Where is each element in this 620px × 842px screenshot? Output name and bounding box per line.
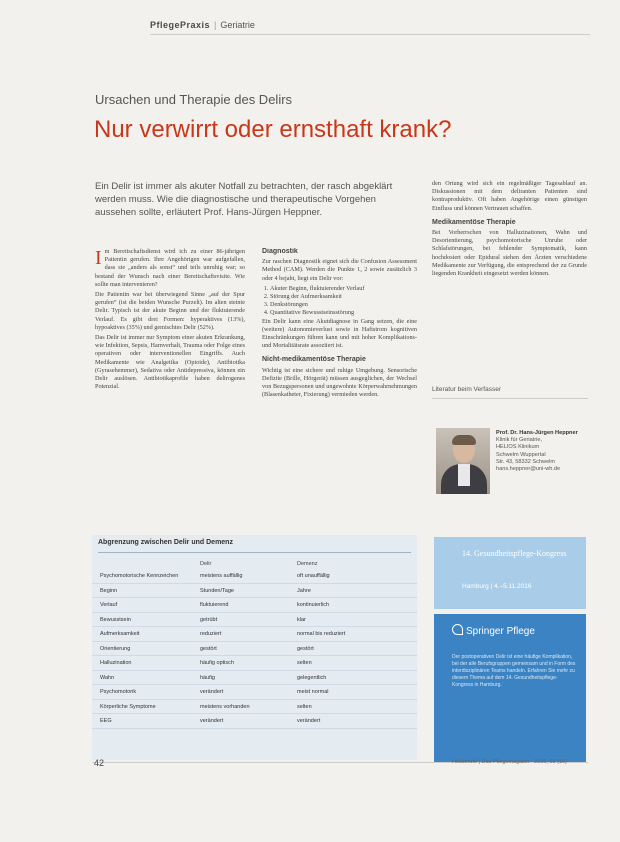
table-cell: Wahn bbox=[100, 674, 115, 681]
magazine-brand: PflegePraxis bbox=[150, 20, 211, 30]
table-cell: Stunden/Tage bbox=[200, 587, 234, 594]
table-row bbox=[92, 714, 417, 729]
table-row bbox=[92, 627, 417, 642]
cam-criteria-list bbox=[262, 285, 417, 318]
table-row bbox=[92, 656, 417, 671]
table-row bbox=[92, 584, 417, 599]
table-body bbox=[92, 569, 417, 729]
list-item: 1. Akuter Beginn, fluktuierender Verlauf bbox=[270, 285, 417, 293]
table-cell: verändert bbox=[297, 718, 321, 724]
ad-text: Der postoperativen Delir ist eine häufige Komplikation, bei der alle Berufsgruppen gemeinsam und in Form des interdisziplinären Teams handeln. Erfahren Sie mehr zu diesem Thema auf dem 14. Gesundheitspflege-Kongress in Hamburg. bbox=[452, 654, 576, 688]
table-cell: reduziert bbox=[200, 631, 222, 637]
table-cell: selten bbox=[297, 703, 312, 710]
table-cell: gestört bbox=[297, 645, 314, 652]
subheading-diagnostik: Diagnostik bbox=[262, 248, 298, 255]
table-divider bbox=[98, 552, 411, 553]
table-row bbox=[92, 598, 417, 613]
table-cell: häufig optisch bbox=[200, 660, 234, 666]
table-header-cell: Demenz bbox=[297, 561, 318, 567]
text-column-3 bbox=[432, 180, 587, 395]
table-cell: meist normal bbox=[297, 689, 329, 695]
congress-title: 14. Gesundheitspflege-Kongress bbox=[462, 549, 567, 558]
table-cell: häufig bbox=[200, 674, 215, 681]
author-line: Schwelm Wuppertal bbox=[496, 451, 546, 458]
author-info bbox=[496, 430, 596, 473]
table-cell: Psychomotorische Kennzeichen bbox=[100, 573, 179, 579]
table-row bbox=[92, 685, 417, 700]
table-cell: meistens vorhanden bbox=[200, 703, 250, 710]
paragraph: Zur raschen Diagnostik eignet sich die Confusion Assessment Method (CAM). Werden die Punkte 1, 2 sowie zusätzlich 3 oder 4 bejaht, liegt ein Delir vor: bbox=[262, 258, 417, 282]
comparison-table bbox=[92, 535, 417, 760]
table-cell: gelegentlich bbox=[297, 674, 327, 681]
drop-cap: I bbox=[95, 248, 102, 269]
paragraph: Wichtig ist eine sichere und ruhige Umgebung. Sensorische Defizite (Brille, Hörgerät) müssen ausgeglichen, der Wechsel von Bezugspersonen und ungewohnte Körperwahrnehmungen (Blasenkatheter, Fixierung) vermieden werden. bbox=[262, 366, 417, 399]
congress-date: Hamburg | 4.–5.11.2016 bbox=[462, 583, 532, 590]
table-title: Abgrenzung zwischen Delir und Demenz bbox=[98, 539, 233, 546]
table-cell: Bewusstsein bbox=[100, 616, 131, 623]
paragraph: Bei Vorherrschen von Halluzinationen, Wahn und Desorientierung, psychomotorische Unruhe oder Schlafstörungen, bei fehlender Symptomatik, kann hochdosiert oder Epidural stehen den Ärzten verschiedene Medikamente zur Verfügung, die entsprechend der zu Grunde liegenden Krankheit eingesetzt werden können. bbox=[432, 229, 587, 278]
table-cell: oft unauffällig bbox=[297, 573, 330, 579]
author-divider bbox=[432, 398, 588, 399]
subheading-medical-therapy: Medikamentöse Therapie bbox=[432, 218, 516, 226]
paragraph: Das Delir ist immer nur Symptom einer akuten Erkrankung, wie Infektion, Sepsis, Harnverhalt, Trauma oder Folge eines operativen oder interventionellen Eingriffs. Auch Medikamente wie Analgetika (Opioide), Antibiotika (Gyrasehemmer), Sedativa oder Antidepressiva, können ein Delir auslösen. Antibiotikaprofile haben delirogenes Potenzial. bbox=[95, 334, 245, 391]
article-kicker: Ursachen und Therapie des Delirs bbox=[95, 92, 293, 107]
springer-horse-icon bbox=[452, 624, 463, 635]
table-cell: Verlauf bbox=[100, 602, 118, 608]
table-cell: normal bis reduziert bbox=[297, 631, 346, 637]
table-row bbox=[92, 613, 417, 628]
section-label: Geriatrie bbox=[220, 20, 255, 30]
table-row bbox=[92, 700, 417, 715]
text-column-1 bbox=[95, 248, 245, 458]
table-row bbox=[92, 671, 417, 686]
table-cell: Jahre bbox=[297, 587, 311, 594]
running-header bbox=[150, 20, 255, 30]
table-row bbox=[92, 569, 417, 584]
table-cell: selten bbox=[297, 660, 312, 666]
author-email: hans.heppner@uni-wh.de bbox=[496, 466, 561, 473]
springer-logo bbox=[452, 624, 535, 637]
table-cell: verändert bbox=[200, 689, 224, 695]
footer-source: Heilberufe | Das Pflegemagazin · 2016; 68 (10) bbox=[452, 759, 567, 765]
paragraph-text: m Bereitschaftsdienst wird ich zu einer 86-jährigen Patientin gerufen. Ihre Angehörigen war aufgefallen, dass sie „anders als sonst“ und teils unruhig war; so bestand der Wunsch nach einer Bereitschaftsvisite. Wie sollte man intervenieren? bbox=[95, 248, 245, 288]
author-line: Str. 43, 58332 Schwelm bbox=[496, 458, 556, 465]
paragraph: den Ortung wird sich ein regelmäßiger Tagesablauf an. Diskussionen mit dem deliranten Patienten sind kontraproduktiv. Oft haben Angehörige einen günstigen Einfluss und können Vertrauen schaffen. bbox=[432, 180, 587, 212]
article-headline: Nur verwirrt oder ernsthaft krank? bbox=[94, 116, 452, 143]
springer-pflege-ad[interactable] bbox=[434, 614, 586, 762]
table-cell: verändert bbox=[200, 718, 224, 724]
table-cell: Halluzination bbox=[100, 660, 132, 666]
table-cell: kontinuierlich bbox=[297, 602, 330, 608]
header-divider bbox=[150, 34, 590, 35]
table-cell: Orientierung bbox=[100, 645, 131, 652]
table-cell: Aufmerksamkeit bbox=[100, 631, 140, 637]
table-cell: fluktuierend bbox=[200, 602, 229, 608]
table-header-cell: Delir bbox=[200, 561, 212, 567]
table-cell: Psychomotorik bbox=[100, 689, 137, 695]
author-photo bbox=[436, 428, 490, 494]
table-row bbox=[92, 642, 417, 657]
congress-ad[interactable] bbox=[434, 537, 586, 609]
paragraph bbox=[95, 248, 245, 289]
header-separator: | bbox=[214, 20, 217, 30]
author-name: Prof. Dr. Hans-Jürgen Heppner bbox=[496, 430, 578, 436]
list-item: 3. Denkstörungen bbox=[270, 301, 417, 309]
table-cell: gestört bbox=[200, 645, 217, 652]
author-line: HELIOS Klinikum bbox=[496, 444, 540, 451]
table-cell: getrübt bbox=[200, 616, 218, 623]
table-cell: EEG bbox=[100, 718, 112, 724]
list-item: 4. Quantitative Bewusstseinsstörung bbox=[270, 309, 417, 317]
author-line: Klinik für Geriatrie, bbox=[496, 437, 543, 444]
table-cell: meistens auffällig bbox=[200, 573, 243, 579]
springer-logo-text: Springer Pflege bbox=[466, 626, 535, 637]
literature-note: Literatur beim Verfasser bbox=[432, 386, 502, 393]
article-lead: Ein Delir ist immer als akuter Notfall zu betrachten, der rasch abgeklärt werden muss. Wie die diagnostische und therapeutische Vorgehen aussehen sollte, erläutert Prof. Hans-Jürgen Heppner. bbox=[95, 181, 393, 218]
table-cell: klar bbox=[297, 616, 306, 623]
page-number: 42 bbox=[94, 758, 105, 768]
subheading-nonmedical-therapy: Nicht-medikamentöse Therapie bbox=[262, 356, 366, 364]
list-item: 2. Störung der Aufmerksamkeit bbox=[270, 293, 417, 301]
paragraph: Die Patientin war bei überwiegend Sinne „auf der Spur gerufen“ (ist die beiden Wunsche Purzelt). Im alten steinte Delir. Typisch ist der akute Beginn und der fluktuierende Verlauf. Es gibt drei Formen: hyperaktives (13%), hypoaktives (35%) und gemischtes Delir (52%). bbox=[95, 291, 245, 331]
table-cell: Beginn bbox=[100, 587, 118, 594]
text-column-2 bbox=[262, 248, 417, 456]
table-cell: Körperliche Symptome bbox=[100, 703, 156, 710]
paragraph: Ein Delir kann eine Akutdiagnose in Gang setzen, die eine (weitere) Autonomieverlust sowie in Haftstrom kognitiven Einschränkungen führen kann und mit hoher Komplikations- und Mortalitätsrate assoziiert ist. bbox=[262, 317, 417, 350]
